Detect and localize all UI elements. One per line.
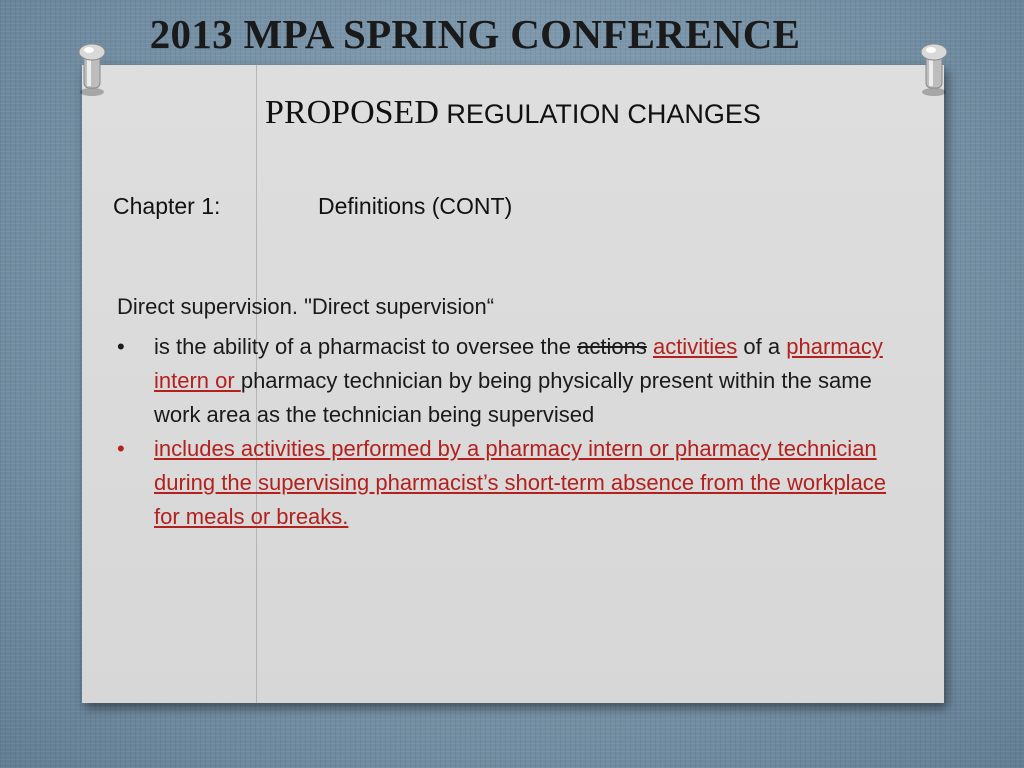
bullet1-struck-word: actions [577,334,647,359]
definition-term: Direct supervision [117,294,292,319]
bullet-item-2 [117,432,914,534]
bullet1-inserted-activities: activities [652,334,738,359]
bullet1-text-a: is the ability of a pharmacist to oversee the [154,334,578,359]
bullet1-text-b: of a [737,334,787,359]
bullet-dot-red: • [117,436,125,461]
subtitle-regulation-changes: REGULATION CHANGES [446,99,761,129]
bullet1-inserted-intern: pharmacy intern or [154,334,883,393]
chapter-title: Definitions (CONT) [318,193,513,219]
definition-body [117,290,917,534]
bullet-item-1 [117,330,914,432]
slide-subtitle [82,94,944,132]
chapter-label: Chapter 1: [113,193,221,219]
definition-bullets [117,330,917,534]
definition-term-quote: . "Direct supervision“ [291,294,495,319]
bullet2-inserted-text: includes activities performed by a pharmacy intern or pharmacy technician during the supervising pharmacist’s short-term absence from the workplace for meals or breaks. [154,436,887,529]
slide-title: 2013 MPA SPRING CONFERENCE [149,11,801,57]
bullet1-text-c: pharmacy technician by being physically present within the same work area as the technician being supervised [154,368,872,427]
definition-lead [117,290,917,324]
chapter-heading [113,193,513,220]
subtitle-proposed: PROPOSED [265,94,439,131]
bullet-dot: • [117,334,125,359]
